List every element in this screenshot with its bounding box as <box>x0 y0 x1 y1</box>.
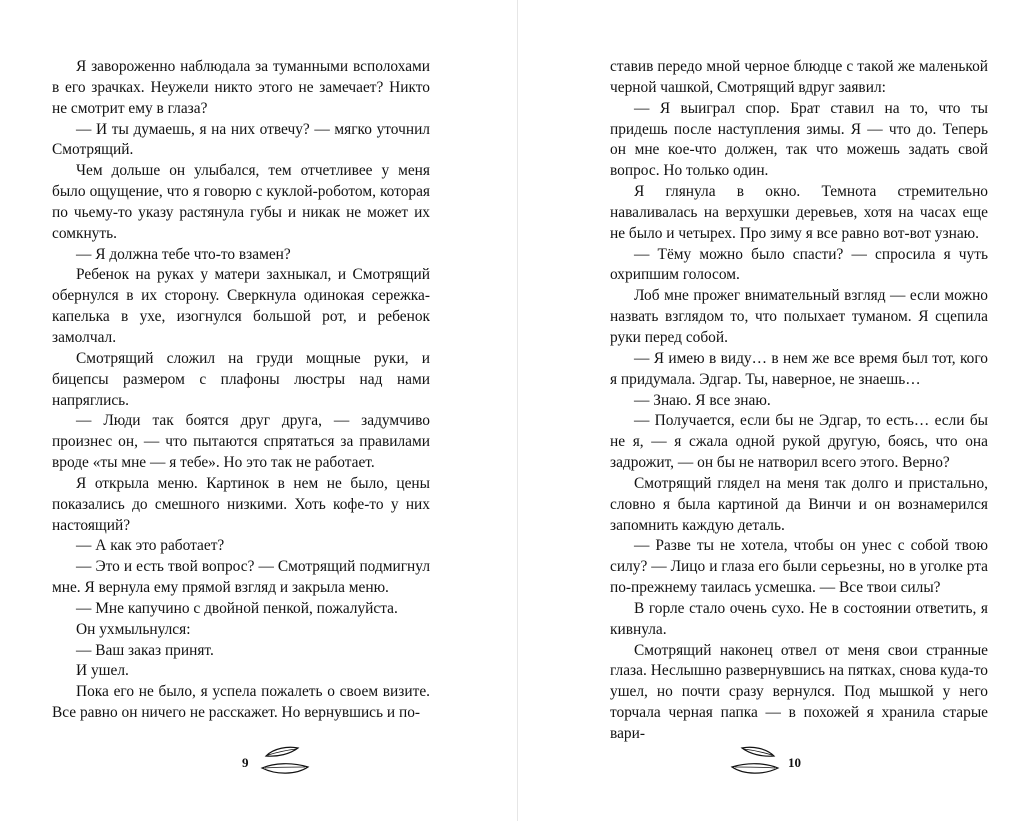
left-paragraph-7: — Люди так боятся друг друга, — задумчиво произнес он, — что пытаются спрятаться за правилами вроде «ты мне — я тебе». Но это так не работает. <box>52 412 430 472</box>
left-paragraph-15: Пока его не было, я успела пожалеть о своем визите. Все равно он ничего не расскажет. Но вернувшись и по- <box>52 683 430 722</box>
right-paragraph-1: ставив передо мной черное блюдце с такой же маленькой черной чашкой, Смотрящий вдруг заявил: <box>610 58 988 96</box>
right-paragraph-5: Лоб мне прожег внимательный взгляд — если можно назвать взглядом то, что полыхает туманом. Я сцепила руки перед собой. <box>610 287 988 346</box>
right-paragraph-4: — Тёму можно было спасти? — спросила я чуть охрипшим голосом. <box>610 245 988 284</box>
right-paragraph-11: В горле стало очень сухо. Не в состоянии ответить, я кивнула. <box>610 599 988 638</box>
left-folio <box>240 744 320 778</box>
right-paragraph-8: — Получается, если бы не Эдгар, то есть… если бы не я, — я сжала одной рукой другую, боясь, что она задрожит, — он бы не натворил всего этого. Верно? <box>610 412 988 472</box>
left-paragraph-3: Чем дольше он улыбался, тем отчетливее у меня было ощущение, что я говорю с куклой-роботом, которая по чьему-то указу растянула губы и никак не может их сомкнуть. <box>52 162 430 242</box>
page-number-left: 9 <box>242 755 249 770</box>
left-paragraph-6: Смотрящий сложил на груди мощные руки, и бицепсы размером с плафоны люстры над нами напряглись. <box>52 349 430 409</box>
left-page <box>52 57 430 724</box>
right-page <box>610 57 988 745</box>
left-paragraph-1: Я завороженно наблюдала за туманными всполохами в его зрачках. Неужели никто этого не замечает? Никто не смотрит ему в глаза? <box>52 58 430 117</box>
left-paragraph-12: Он ухмыльнулся: <box>76 620 191 638</box>
feather-leaves-icon <box>256 744 312 778</box>
right-paragraph-9: Смотрящий глядел на меня так долго и пристально, словно я была картиной да Винчи и он вознамерился запомнить каждую деталь. <box>610 474 988 534</box>
right-folio <box>726 744 806 778</box>
right-paragraph-7: — Знаю. Я все знаю. <box>634 391 771 409</box>
page-number-right: 10 <box>788 755 801 770</box>
right-paragraph-2: — Я выиграл спор. Брат ставил на то, что ты придешь после наступления зимы. Я — что до. Теперь он мне кое-что должен, так что можешь задать свой вопрос. Но только один. <box>610 99 988 180</box>
left-paragraph-5: Ребенок на руках у матери захныкал, и Смотрящий обернулся в их сторону. Сверкнула одинокая сережка-капелька в ухе, изогнулся большой рот, и ребенок замолчал. <box>52 266 430 346</box>
left-paragraph-2: — И ты думаешь, я на них отвечу? — мягко уточнил Смотрящий. <box>52 120 430 159</box>
right-paragraph-3: Я глянула в окно. Темнота стремительно наваливалась на верхушки деревьев, хотя на часах еще не было и четырех. Про зиму я все равно вот-вот узнаю. <box>610 183 988 242</box>
right-paragraph-10: — Разве ты не хотела, чтобы он унес с собой твою силу? — Лицо и глаза его были серьезны, но в уголке рта по-прежнему таилась усмешка. — Все твои силы? <box>610 537 988 597</box>
left-paragraph-8: Я открыла меню. Картинок в нем не было, цены показались до смешного низкими. Хоть кофе-то у них настоящий? <box>52 474 430 534</box>
right-paragraph-12: Смотрящий наконец отвел от меня свои странные глаза. Неслышно развернувшись на пятках, снова куда-то ушел, но почти сразу вернулся. Под мышкой у него торчала черная папка — в похожей я хранила старые вари- <box>610 641 988 742</box>
left-paragraph-13: — Ваш заказ принят. <box>76 641 214 659</box>
left-paragraph-4: — Я должна тебе что-то взамен? <box>76 245 291 263</box>
left-paragraph-11: — Мне капучино с двойной пенкой, пожалуйста. <box>76 599 398 617</box>
left-paragraph-14: И ушел. <box>76 662 129 680</box>
right-paragraph-6: — Я имею в виду… в нем же все время был тот, кого я придумала. Эдгар. Ты, наверное, не знаешь… <box>610 349 988 388</box>
gutter-divider <box>517 0 518 821</box>
left-paragraph-10: — Это и есть твой вопрос? — Смотрящий подмигнул мне. Я вернула ему прямой взгляд и закрыла меню. <box>52 558 430 597</box>
left-paragraph-9: — А как это работает? <box>76 537 225 555</box>
feather-leaves-icon <box>728 744 784 778</box>
